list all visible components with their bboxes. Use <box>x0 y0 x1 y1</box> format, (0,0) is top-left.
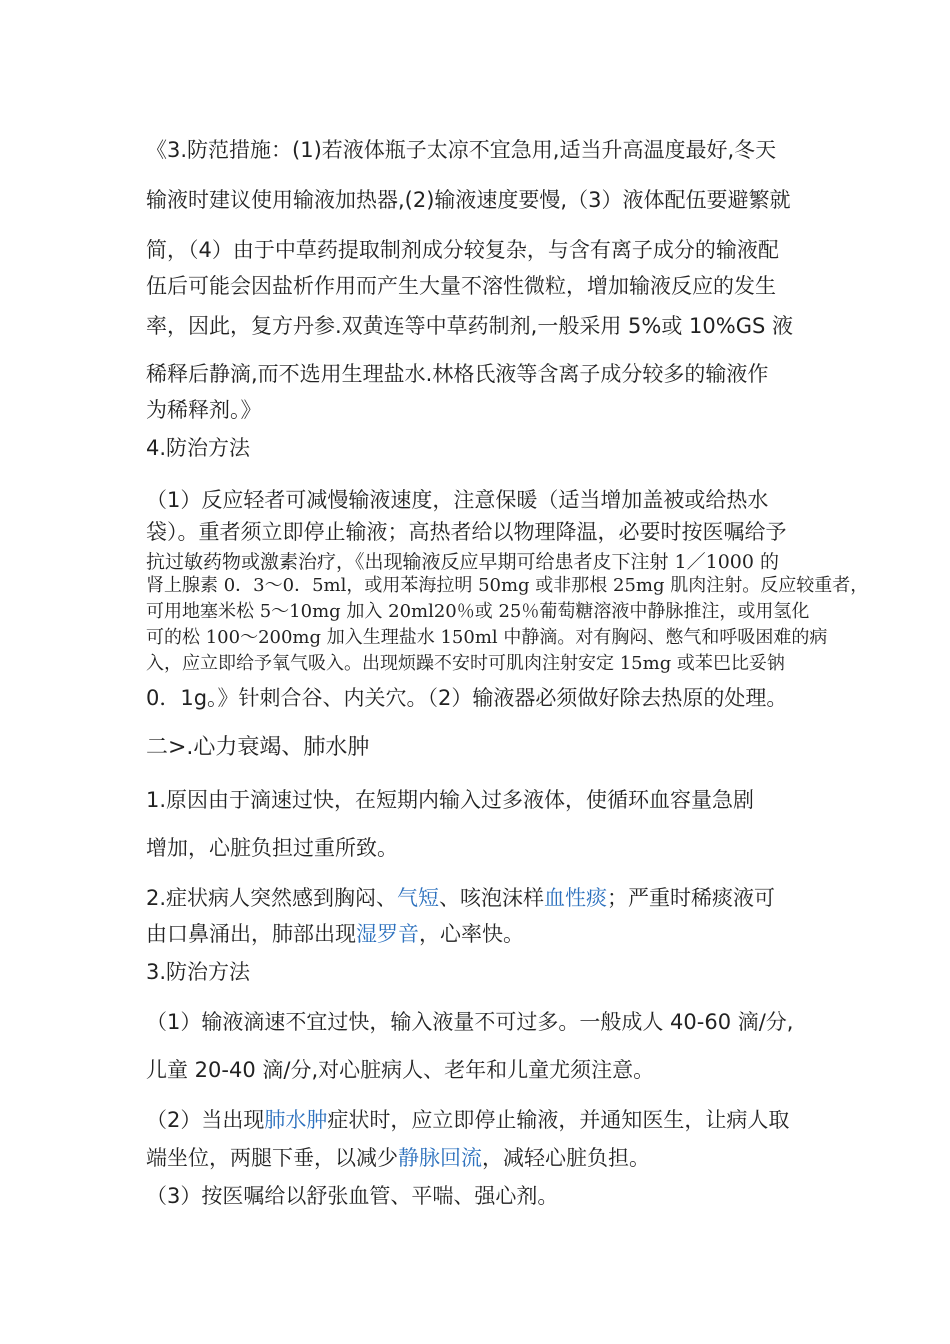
text-span: ，心率快。 <box>419 922 524 946</box>
text-line: 输液时建议使用输液加热器,(2)输液速度要慢,（3）液体配伍要避繁就 <box>146 188 791 212</box>
text-line: （1）反应轻者可减慢输液速度，注意保暖（适当增加盖被或给热水 <box>146 488 769 512</box>
text-line: 抗过敏药物或激素治疗，《出现输液反应早期可给患者皮下注射 1／1000 的 <box>146 551 780 573</box>
text-line: （3）按医嘱给以舒张血管、平喘、强心剂。 <box>146 1184 559 1208</box>
text-span: 2.症状病人突然感到胸闷、 <box>146 886 398 910</box>
text-span: 症状时，应立即停止输液，并通知医生，让病人取 <box>327 1108 790 1132</box>
text-span: ，减轻心脏负担。 <box>482 1146 650 1170</box>
text-line: 稀释后静滴,而不选用生理盐水.林格氏液等含离子成分较多的输液作 <box>146 362 769 386</box>
text-span: （2）当出现 <box>146 1108 265 1132</box>
text-line: 《3.防范措施：(1)若液体瓶子太凉不宜急用,适当升高温度最好,冬天 <box>146 138 777 162</box>
text-line <box>146 884 775 912</box>
subheading-prevention: 4.防治方法 <box>146 436 251 460</box>
link-feishuizhong[interactable]: 肺水肿 <box>264 1108 328 1132</box>
link-qiduan[interactable]: 气短 <box>397 886 440 910</box>
link-xuexingtan[interactable]: 血性痰 <box>544 886 608 910</box>
link-jingmaihuiliu[interactable]: 静脉回流 <box>398 1146 482 1170</box>
text-line: 简，（4）由于中草药提取制剂成分较复杂，与含有离子成分的输液配 <box>146 238 779 262</box>
link-shiluoyin[interactable]: 湿罗音 <box>356 922 419 946</box>
text-line: 儿童 20-40 滴/分,对心脏病人、老年和儿童尤须注意。 <box>146 1058 655 1082</box>
text-span: 由口鼻涌出，肺部出现 <box>146 922 356 946</box>
text-line <box>146 1144 650 1172</box>
text-line: 入，应立即给予氧气吸入。出现烦躁不安时可肌肉注射安定 15mg 或苯巴比妥钠 <box>146 653 785 674</box>
text-line: 0．1g。》针刺合谷、内关穴。（2）输液器必须做好除去热原的处理。 <box>146 686 788 710</box>
text-line <box>146 1106 789 1134</box>
text-span: 、咳泡沫样 <box>439 886 545 910</box>
text-span: 端坐位，两腿下垂，以减少 <box>146 1146 398 1170</box>
text-line <box>146 920 524 948</box>
text-line: 袋）。重者须立即停止输液；高热者给以物理降温，必要时按医嘱给予 <box>146 520 787 544</box>
text-line: 可的松 100～200mg 加入生理盐水 150ml 中静滴。对有胸闷、憋气和呼吸困难的病 <box>146 627 828 648</box>
text-line: 1.原因由于滴速过快，在短期内输入过多液体，使循环血容量急剧 <box>146 788 755 812</box>
subheading-prevention-2: 3.防治方法 <box>146 960 251 984</box>
text-line: 为稀释剂。》 <box>146 398 262 422</box>
text-line: 率，因此，复方丹参.双黄连等中草药制剂,一般采用 5%或 10%GS 液 <box>146 314 793 338</box>
text-line: 可用地塞米松 5～10mg 加入 20ml20％或 25％葡萄糖溶液中静脉推注，或用氢化 <box>146 601 810 622</box>
text-line: 伍后可能会因盐析作用而产生大量不溶性微粒，增加输液反应的发生 <box>146 274 776 298</box>
text-line: 增加，心脏负担过重所致。 <box>146 836 398 860</box>
text-line: （1）输液滴速不宜过快，输入液量不可过多。一般成人 40-60 滴/分, <box>146 1010 794 1034</box>
text-span: ；严重时稀痰液可 <box>607 886 776 910</box>
section-heading: 二>.心力衰竭、肺水肿 <box>146 735 370 760</box>
text-line: 肾上腺素 0．3～0．5ml，或用苯海拉明 50mg 或非那根 25mg 肌肉注射。反应较重者， <box>146 575 869 596</box>
